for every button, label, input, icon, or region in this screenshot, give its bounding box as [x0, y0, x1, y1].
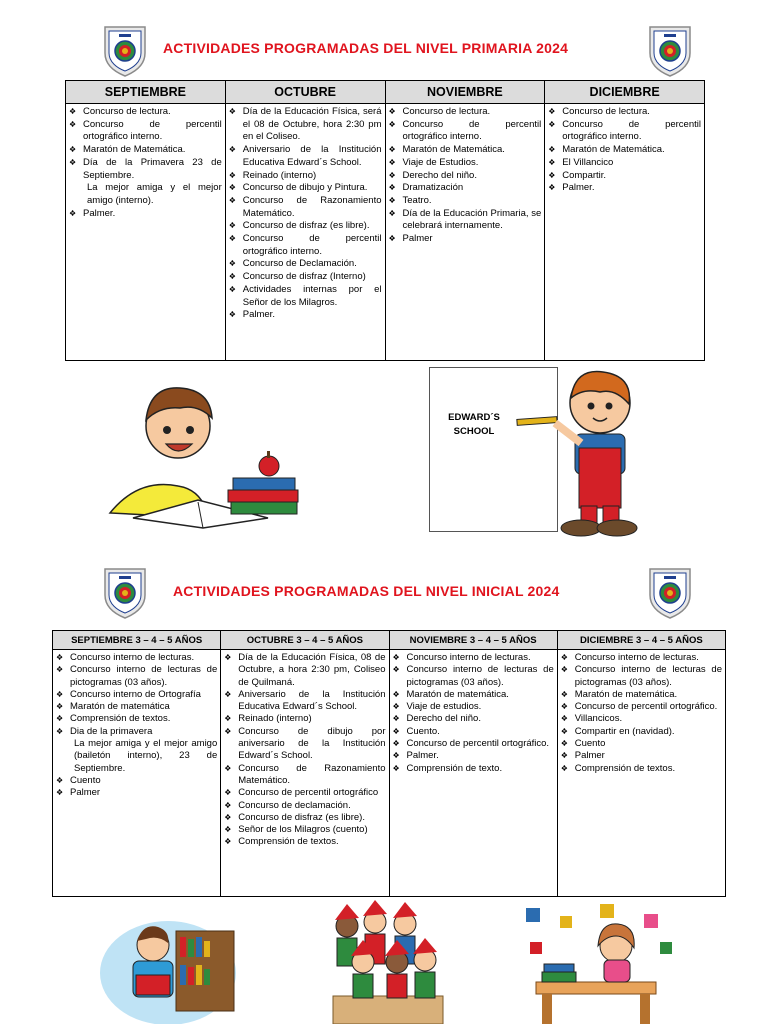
table-header-row — [53, 631, 726, 650]
activity-item: ❖ Concurso de dibujo por aniversario de la Institución Edward´s School. — [224, 726, 385, 763]
activity-item: ❖ Concurso de disfraz (es libre). — [229, 220, 382, 233]
table-row — [66, 104, 705, 361]
activity-item: ❖ Día de la Educación Primaria, se celebrará internamente. — [389, 208, 542, 233]
activity-item: ❖ Concurso interno de Ortografía — [56, 689, 217, 701]
activity-item: ❖ Dramatización — [389, 182, 542, 195]
activity-item: ❖ Concurso de percentil ortográfico. — [393, 738, 554, 750]
column-header: OCTUBRE — [225, 81, 385, 104]
activity-item: ❖ Concurso de lectura. — [389, 106, 542, 119]
activity-item: ❖ Palmer — [56, 787, 217, 799]
column-header: NOVIEMBRE 3 – 4 – 5 AÑOS — [389, 631, 557, 650]
children-christmas-carol-illustration — [325, 900, 445, 1024]
activity-item: ❖ Reinado (interno) — [224, 713, 385, 725]
school-sign-text: EDWARD´S SCHOOL — [448, 412, 500, 437]
column-header: DICIEMBRE — [545, 81, 705, 104]
activity-item: ❖ Concurso de percentil ortográfico. — [561, 701, 722, 713]
activity-item: ❖ Cuento — [56, 775, 217, 787]
activity-item: ❖ Concurso interno de lecturas de pictogramas (03 años). — [561, 664, 722, 689]
activity-item: ❖ Comprensión de textos. — [224, 836, 385, 848]
activity-item: ❖ Concurso de lectura. — [69, 106, 222, 119]
activity-item: ❖ Concurso de Razonamiento Matemático. — [224, 763, 385, 788]
activity-item: ❖ Concurso interno de lecturas de pictogramas (03 años). — [393, 664, 554, 689]
activity-item: ❖ Concurso interno de lecturas. — [393, 652, 554, 664]
girl-studying-illustration — [520, 902, 680, 1024]
activity-item: ❖ Concurso de percentil ortográfico — [224, 787, 385, 799]
activity-item: ❖ Cuento. — [393, 726, 554, 738]
activity-item: ❖ Concurso de disfraz (Interno) — [229, 271, 382, 284]
activity-item: ❖ Maratón de Matemática. — [548, 144, 701, 157]
activity-item: ❖ Concurso de Razonamiento Matemático. — [229, 195, 382, 220]
activity-item: ❖ Reinado (interno) — [229, 170, 382, 183]
activity-item: ❖ Concurso interno de lecturas. — [561, 652, 722, 664]
school-crest-icon — [102, 25, 148, 77]
activity-item: ❖ Señor de los Milagros (cuento) — [224, 824, 385, 836]
activities-cell — [389, 650, 557, 897]
activities-cell — [385, 104, 545, 361]
activity-item: ❖ Concurso de disfraz (es libre). — [224, 812, 385, 824]
activity-item: ❖ Concurso interno de lecturas de pictogramas (03 años). — [56, 664, 217, 689]
activity-item: ❖ Día de la Primavera 23 de Septiembre. — [69, 157, 222, 182]
activity-item: ❖ Dia de la primavera — [56, 726, 217, 738]
activity-item: ❖ Aniversario de la Institución Educativa Edward´s School. — [229, 144, 382, 169]
column-header: SEPTIEMBRE 3 – 4 – 5 AÑOS — [53, 631, 221, 650]
column-header: OCTUBRE 3 – 4 – 5 AÑOS — [221, 631, 389, 650]
school-crest-icon — [647, 25, 693, 77]
activity-item: ❖ Compartir en (navidad). — [561, 726, 722, 738]
activity-item: ❖ Comprensión de textos. — [56, 713, 217, 725]
activity-item: ❖ Actividades internas por el Señor de los Milagros. — [229, 284, 382, 309]
boy-with-pencil-illustration — [515, 368, 645, 540]
column-header: NOVIEMBRE — [385, 81, 545, 104]
primaria-activities-table — [65, 80, 705, 361]
activity-item: ❖ Teatro. — [389, 195, 542, 208]
activities-cell — [221, 650, 389, 897]
school-crest-icon — [102, 567, 148, 619]
activity-item: ❖ Compartir. — [548, 170, 701, 183]
boy-reading-illustration — [108, 378, 303, 530]
activity-item: ❖ Concurso interno de lecturas. — [56, 652, 217, 664]
child-reading-library-illustration — [98, 903, 268, 1024]
activity-item: ❖ Maratón de matemática. — [393, 689, 554, 701]
activity-item: ❖ Villancicos. — [561, 713, 722, 725]
activity-item: ❖ Viaje de estudios. — [393, 701, 554, 713]
activity-item: ❖ Palmer. — [229, 309, 382, 322]
activity-item: ❖ Palmer — [389, 233, 542, 246]
activities-cell — [53, 650, 221, 897]
table-row — [53, 650, 726, 897]
activity-item: ❖ Concurso de percentil ortográfico interno. — [389, 119, 542, 144]
activity-item: ❖ Aniversario de la Institución Educativa Edward´s School. — [224, 689, 385, 714]
activity-item: ❖ Palmer — [561, 750, 722, 762]
inicial-activities-table — [52, 630, 726, 897]
activity-item: ❖ El Villancico — [548, 157, 701, 170]
activity-item: ❖ Viaje de Estudios. — [389, 157, 542, 170]
activity-item: La mejor amiga y el mejor amigo (interno). — [87, 182, 222, 206]
activity-item: ❖ Maratón de Matemática. — [389, 144, 542, 157]
activity-item: ❖ Palmer. — [393, 750, 554, 762]
activity-item: ❖ Día de la Educación Física, 08 de Octubre, a hora 2:30 pm, Coliseo de Quilmaná. — [224, 652, 385, 689]
activity-item: ❖ Concurso de percentil ortográfico interno. — [548, 119, 701, 144]
inicial-title: ACTIVIDADES PROGRAMADAS DEL NIVEL INICIAL 2024 — [173, 583, 560, 599]
activities-cell — [545, 104, 705, 361]
column-header: SEPTIEMBRE — [66, 81, 226, 104]
activity-item: ❖ Maratón de matemática — [56, 701, 217, 713]
activity-item: ❖ Palmer. — [69, 208, 222, 221]
activity-item: ❖ Palmer. — [548, 182, 701, 195]
activity-item: ❖ Día de la Educación Física, será el 08 de Octubre, hora 2:30 pm en el Coliseo. — [229, 106, 382, 144]
activity-item: ❖ Derecho del niño. — [389, 170, 542, 183]
column-header: DICIEMBRE 3 – 4 – 5 AÑOS — [557, 631, 725, 650]
school-crest-icon — [647, 567, 693, 619]
activity-item: ❖ Concurso de dibujo y Pintura. — [229, 182, 382, 195]
activity-item: ❖ Concurso de percentil ortográfico interno. — [229, 233, 382, 258]
activity-item: ❖ Maratón de matemática. — [561, 689, 722, 701]
activity-item: ❖ Comprensión de textos. — [561, 763, 722, 775]
activity-item: ❖ Derecho del niño. — [393, 713, 554, 725]
activities-cell — [66, 104, 226, 361]
table-header-row — [66, 81, 705, 104]
activity-item: ❖ Concurso de percentil ortográfico interno. — [69, 119, 222, 144]
activities-cell — [225, 104, 385, 361]
activity-item: ❖ Concurso de lectura. — [548, 106, 701, 119]
activity-item: La mejor amiga y el mejor amigo (bailetón interno), 23 de Septiembre. — [74, 738, 218, 774]
activity-item: ❖ Concurso de Declamación. — [229, 258, 382, 271]
activity-item: ❖ Maratón de Matemática. — [69, 144, 222, 157]
primaria-title: ACTIVIDADES PROGRAMADAS DEL NIVEL PRIMARIA 2024 — [163, 40, 569, 56]
activities-cell — [557, 650, 725, 897]
activity-item: ❖ Comprensión de texto. — [393, 763, 554, 775]
activity-item: ❖ Concurso de declamación. — [224, 800, 385, 812]
activity-item: ❖ Cuento — [561, 738, 722, 750]
